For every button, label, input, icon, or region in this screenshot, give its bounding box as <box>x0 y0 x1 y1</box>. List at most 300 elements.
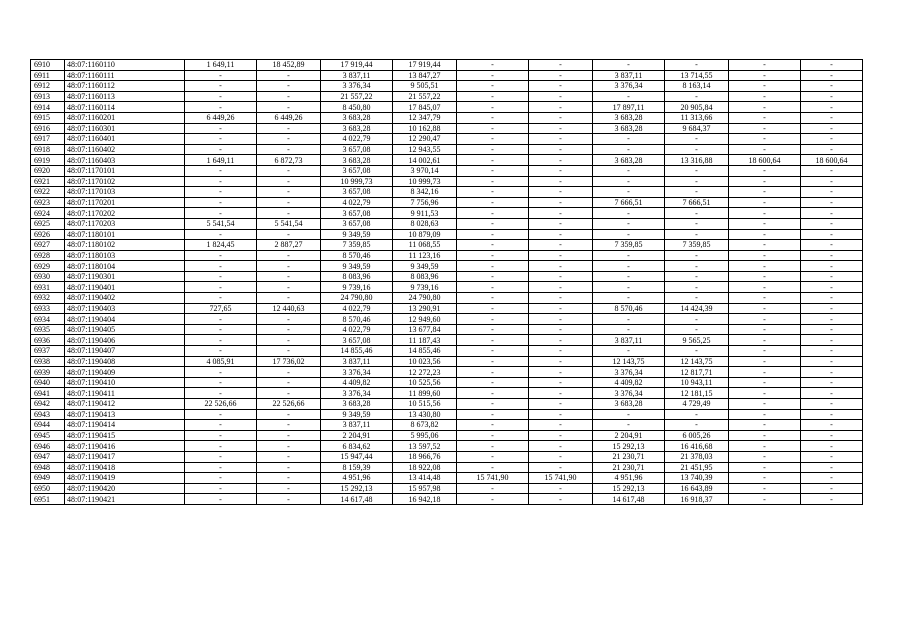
value-cell: - <box>729 356 801 367</box>
value-cell: - <box>257 91 321 102</box>
table-row <box>31 430 863 441</box>
value-cell: - <box>729 134 801 145</box>
value-cell: 3 657,08 <box>321 165 393 176</box>
value-cell: 12 272,23 <box>393 367 457 378</box>
table-row <box>31 356 863 367</box>
value-cell: - <box>729 494 801 505</box>
table-row <box>31 261 863 272</box>
cadastral-number-cell: 48:07:1160401 <box>65 134 185 145</box>
value-cell: - <box>801 144 863 155</box>
value-cell: 4 085,91 <box>185 356 257 367</box>
value-cell: - <box>257 451 321 462</box>
value-cell: - <box>665 134 729 145</box>
value-cell: - <box>457 165 529 176</box>
row-number-cell: 6933 <box>31 303 65 314</box>
value-cell: - <box>457 229 529 240</box>
row-number-cell: 6950 <box>31 483 65 494</box>
value-cell: - <box>801 218 863 229</box>
value-cell: - <box>801 282 863 293</box>
value-cell: 10 999,73 <box>321 176 393 187</box>
value-cell: - <box>801 430 863 441</box>
table-row <box>31 282 863 293</box>
value-cell: - <box>729 91 801 102</box>
cadastral-number-cell: 48:07:1190402 <box>65 293 185 304</box>
value-cell: - <box>185 123 257 134</box>
value-cell: - <box>257 197 321 208</box>
value-cell: - <box>185 282 257 293</box>
value-cell: 21 557,22 <box>321 91 393 102</box>
value-cell: - <box>529 250 593 261</box>
value-cell: - <box>257 483 321 494</box>
cadastral-number-cell: 48:07:1190415 <box>65 430 185 441</box>
table-row <box>31 155 863 166</box>
value-cell: - <box>801 208 863 219</box>
cadastral-number-cell: 48:07:1160110 <box>65 60 185 71</box>
value-cell: - <box>185 144 257 155</box>
value-cell: 3 657,08 <box>321 218 393 229</box>
value-cell: 13 740,39 <box>665 473 729 484</box>
value-cell: - <box>185 430 257 441</box>
table-row <box>31 229 863 240</box>
value-cell: 3 376,34 <box>321 367 393 378</box>
value-cell: 6 834,62 <box>321 441 393 452</box>
value-cell: 10 943,11 <box>665 377 729 388</box>
value-cell: 13 414,48 <box>393 473 457 484</box>
value-cell: - <box>801 367 863 378</box>
cadastral-number-cell: 48:07:1160113 <box>65 91 185 102</box>
value-cell: - <box>801 314 863 325</box>
value-cell: 20 905,84 <box>665 102 729 113</box>
value-cell: - <box>801 81 863 92</box>
table-row <box>31 208 863 219</box>
cadastral-number-cell: 48:07:1160301 <box>65 123 185 134</box>
table-row <box>31 314 863 325</box>
value-cell: - <box>729 293 801 304</box>
value-cell: 14 424,39 <box>665 303 729 314</box>
value-cell: - <box>257 314 321 325</box>
value-cell: - <box>257 176 321 187</box>
row-number-cell: 6942 <box>31 399 65 410</box>
value-cell: - <box>257 473 321 484</box>
value-cell: - <box>729 240 801 251</box>
value-cell: - <box>593 165 665 176</box>
value-cell: 3 683,28 <box>321 399 393 410</box>
table-row <box>31 293 863 304</box>
value-cell: - <box>729 218 801 229</box>
value-cell: - <box>457 314 529 325</box>
value-cell: - <box>185 197 257 208</box>
value-cell: 7 359,85 <box>665 240 729 251</box>
value-cell: - <box>665 271 729 282</box>
value-cell: - <box>185 388 257 399</box>
table-row <box>31 60 863 71</box>
value-cell: - <box>185 261 257 272</box>
value-cell: - <box>801 483 863 494</box>
cadastral-number-cell: 48:07:1180104 <box>65 261 185 272</box>
cadastral-number-cell: 48:07:1170102 <box>65 176 185 187</box>
value-cell: - <box>257 409 321 420</box>
value-cell: 8 083,96 <box>321 271 393 282</box>
row-number-cell: 6930 <box>31 271 65 282</box>
row-number-cell: 6929 <box>31 261 65 272</box>
value-cell: - <box>529 335 593 346</box>
value-cell: 13 677,84 <box>393 324 457 335</box>
value-cell: - <box>729 335 801 346</box>
value-cell: - <box>457 346 529 357</box>
value-cell: 7 359,85 <box>593 240 665 251</box>
value-cell: - <box>593 409 665 420</box>
value-cell: 3 376,34 <box>321 81 393 92</box>
value-cell: 8 570,46 <box>321 314 393 325</box>
value-cell: - <box>665 144 729 155</box>
value-cell: - <box>593 134 665 145</box>
value-cell: 9 349,59 <box>321 409 393 420</box>
value-cell: - <box>529 187 593 198</box>
row-number-cell: 6926 <box>31 229 65 240</box>
row-number-cell: 6913 <box>31 91 65 102</box>
value-cell: 16 918,37 <box>665 494 729 505</box>
value-cell: - <box>729 441 801 452</box>
value-cell: 9 505,51 <box>393 81 457 92</box>
cadastral-number-cell: 48:07:1190401 <box>65 282 185 293</box>
table-row <box>31 81 863 92</box>
value-cell: - <box>665 409 729 420</box>
value-cell: - <box>529 303 593 314</box>
value-cell: 5 541,54 <box>185 218 257 229</box>
value-cell: 3 837,11 <box>593 335 665 346</box>
value-cell: - <box>185 462 257 473</box>
value-cell: - <box>529 208 593 219</box>
value-cell: - <box>257 420 321 431</box>
value-cell: - <box>665 218 729 229</box>
cadastral-number-cell: 48:07:1190407 <box>65 346 185 357</box>
value-cell: 3 683,28 <box>321 155 393 166</box>
value-cell: - <box>457 91 529 102</box>
value-cell: - <box>257 187 321 198</box>
value-cell: 12 943,55 <box>393 144 457 155</box>
value-cell: - <box>529 367 593 378</box>
value-cell: - <box>185 324 257 335</box>
value-cell: - <box>257 70 321 81</box>
value-cell: - <box>185 134 257 145</box>
value-cell: 3 376,34 <box>321 388 393 399</box>
table-row <box>31 112 863 123</box>
row-number-cell: 6941 <box>31 388 65 399</box>
table-row <box>31 388 863 399</box>
value-cell: - <box>185 91 257 102</box>
value-cell: 8 570,46 <box>593 303 665 314</box>
value-cell: 6 449,26 <box>185 112 257 123</box>
value-cell: - <box>729 346 801 357</box>
value-cell: - <box>801 134 863 145</box>
value-cell: - <box>593 176 665 187</box>
value-cell: - <box>729 165 801 176</box>
table-row <box>31 165 863 176</box>
value-cell: 6 872,73 <box>257 155 321 166</box>
value-cell: - <box>593 144 665 155</box>
value-cell: 11 068,55 <box>393 240 457 251</box>
value-cell: - <box>185 367 257 378</box>
value-cell: 3 970,14 <box>393 165 457 176</box>
value-cell: 7 666,51 <box>665 197 729 208</box>
value-cell: - <box>593 293 665 304</box>
value-cell: - <box>665 293 729 304</box>
value-cell: - <box>257 102 321 113</box>
value-cell: - <box>457 250 529 261</box>
value-cell: - <box>729 176 801 187</box>
value-cell: 8 083,96 <box>393 271 457 282</box>
value-cell: - <box>529 451 593 462</box>
value-cell: - <box>729 112 801 123</box>
row-number-cell: 6945 <box>31 430 65 441</box>
value-cell: 4 951,96 <box>321 473 393 484</box>
value-cell: - <box>185 473 257 484</box>
value-cell: - <box>457 240 529 251</box>
value-cell: - <box>801 388 863 399</box>
value-cell: 10 023,56 <box>393 356 457 367</box>
value-cell: - <box>529 324 593 335</box>
value-cell: 3 837,11 <box>321 70 393 81</box>
cadastral-number-cell: 48:07:1190404 <box>65 314 185 325</box>
value-cell: 2 204,91 <box>321 430 393 441</box>
value-cell: - <box>593 218 665 229</box>
row-number-cell: 6919 <box>31 155 65 166</box>
value-cell: - <box>457 155 529 166</box>
value-cell: - <box>593 187 665 198</box>
value-cell: 3 657,08 <box>321 335 393 346</box>
table-row <box>31 123 863 134</box>
value-cell: - <box>457 356 529 367</box>
value-cell: - <box>257 250 321 261</box>
value-cell: 1 649,11 <box>185 155 257 166</box>
table-row <box>31 197 863 208</box>
value-cell: - <box>529 176 593 187</box>
cadastral-number-cell: 48:07:1180103 <box>65 250 185 261</box>
cadastral-number-cell: 48:07:1180102 <box>65 240 185 251</box>
row-number-cell: 6932 <box>31 293 65 304</box>
row-number-cell: 6943 <box>31 409 65 420</box>
value-cell: - <box>185 70 257 81</box>
value-cell: - <box>801 112 863 123</box>
value-cell: - <box>257 293 321 304</box>
value-cell: - <box>257 494 321 505</box>
table-row <box>31 346 863 357</box>
row-number-cell: 6915 <box>31 112 65 123</box>
value-cell: - <box>665 346 729 357</box>
value-cell: 15 292,13 <box>321 483 393 494</box>
value-cell: 10 525,56 <box>393 377 457 388</box>
row-number-cell: 6918 <box>31 144 65 155</box>
value-cell: 4 409,82 <box>321 377 393 388</box>
value-cell: 12 290,47 <box>393 134 457 145</box>
table-row <box>31 335 863 346</box>
value-cell: - <box>529 123 593 134</box>
value-cell: - <box>457 335 529 346</box>
value-cell: 13 714,55 <box>665 70 729 81</box>
value-cell: - <box>257 282 321 293</box>
row-number-cell: 6940 <box>31 377 65 388</box>
value-cell: 9 349,59 <box>321 261 393 272</box>
value-cell: - <box>257 367 321 378</box>
value-cell: 3 657,08 <box>321 144 393 155</box>
row-number-cell: 6925 <box>31 218 65 229</box>
value-cell: 8 673,82 <box>393 420 457 431</box>
cadastral-number-cell: 48:07:1190301 <box>65 271 185 282</box>
value-cell: - <box>185 293 257 304</box>
value-cell: - <box>457 197 529 208</box>
value-cell: 9 739,16 <box>393 282 457 293</box>
value-cell: - <box>801 335 863 346</box>
value-cell: 8 450,80 <box>321 102 393 113</box>
row-number-cell: 6931 <box>31 282 65 293</box>
value-cell: 8 163,14 <box>665 81 729 92</box>
value-cell: 3 376,34 <box>593 81 665 92</box>
value-cell: - <box>185 409 257 420</box>
value-cell: - <box>457 430 529 441</box>
value-cell: - <box>457 388 529 399</box>
value-cell: 15 741,90 <box>529 473 593 484</box>
value-cell: - <box>729 271 801 282</box>
value-cell: 4 729,49 <box>665 399 729 410</box>
value-cell: - <box>457 451 529 462</box>
value-cell: 14 855,46 <box>321 346 393 357</box>
value-cell: - <box>729 462 801 473</box>
value-cell: - <box>665 60 729 71</box>
value-cell: - <box>457 102 529 113</box>
value-cell: - <box>665 165 729 176</box>
value-cell: - <box>529 462 593 473</box>
value-cell: 13 290,91 <box>393 303 457 314</box>
value-cell: - <box>257 462 321 473</box>
value-cell: - <box>457 367 529 378</box>
value-cell: - <box>665 282 729 293</box>
value-cell: - <box>801 60 863 71</box>
value-cell: 11 899,60 <box>393 388 457 399</box>
value-cell: - <box>457 483 529 494</box>
value-cell: - <box>729 70 801 81</box>
value-cell: - <box>529 112 593 123</box>
value-cell: - <box>801 271 863 282</box>
value-cell: - <box>801 293 863 304</box>
cadastral-number-cell: 48:07:1190420 <box>65 483 185 494</box>
value-cell: - <box>457 81 529 92</box>
value-cell: 21 378,03 <box>665 451 729 462</box>
value-cell: - <box>457 218 529 229</box>
cadastral-number-cell: 48:07:1170101 <box>65 165 185 176</box>
row-number-cell: 6920 <box>31 165 65 176</box>
value-cell: - <box>457 324 529 335</box>
cadastral-number-cell: 48:07:1160403 <box>65 155 185 166</box>
cadastral-number-cell: 48:07:1190414 <box>65 420 185 431</box>
value-cell: - <box>257 346 321 357</box>
value-cell: - <box>529 409 593 420</box>
value-cell: 9 349,59 <box>321 229 393 240</box>
value-cell: - <box>593 60 665 71</box>
value-cell: 3 837,11 <box>321 356 393 367</box>
value-cell: - <box>665 261 729 272</box>
value-cell: - <box>529 399 593 410</box>
value-cell: 1 649,11 <box>185 60 257 71</box>
value-cell: - <box>529 494 593 505</box>
value-cell: - <box>529 346 593 357</box>
value-cell: - <box>729 261 801 272</box>
value-cell: - <box>257 165 321 176</box>
value-cell: 3 683,28 <box>321 123 393 134</box>
cadastral-number-cell: 48:07:1170201 <box>65 197 185 208</box>
value-cell: 3 837,11 <box>593 70 665 81</box>
value-cell: - <box>529 165 593 176</box>
cadastral-number-cell: 48:07:1190416 <box>65 441 185 452</box>
value-cell: - <box>729 144 801 155</box>
value-cell: - <box>729 367 801 378</box>
value-cell: - <box>457 282 529 293</box>
value-cell: - <box>457 494 529 505</box>
value-cell: - <box>185 229 257 240</box>
value-cell: - <box>185 176 257 187</box>
cadastral-number-cell: 48:07:1160201 <box>65 112 185 123</box>
value-cell: - <box>801 451 863 462</box>
value-cell: 6 449,26 <box>257 112 321 123</box>
value-cell: 11 123,16 <box>393 250 457 261</box>
table-body <box>31 60 863 505</box>
row-number-cell: 6946 <box>31 441 65 452</box>
value-cell: 10 515,56 <box>393 399 457 410</box>
value-cell: 17 919,44 <box>321 60 393 71</box>
table-row <box>31 451 863 462</box>
table-row <box>31 420 863 431</box>
value-cell: - <box>801 70 863 81</box>
value-cell: - <box>529 293 593 304</box>
value-cell: 13 847,27 <box>393 70 457 81</box>
value-cell: 7 359,85 <box>321 240 393 251</box>
value-cell: - <box>185 441 257 452</box>
table-row <box>31 240 863 251</box>
value-cell: - <box>185 187 257 198</box>
value-cell: 17 845,07 <box>393 102 457 113</box>
table-row <box>31 409 863 420</box>
value-cell: - <box>529 388 593 399</box>
value-cell: - <box>457 441 529 452</box>
cadastral-number-cell: 48:07:1190418 <box>65 462 185 473</box>
value-cell: - <box>185 165 257 176</box>
table-row <box>31 473 863 484</box>
value-cell: 11 313,66 <box>665 112 729 123</box>
value-cell: - <box>729 208 801 219</box>
cadastral-number-cell: 48:07:1190421 <box>65 494 185 505</box>
value-cell: - <box>257 208 321 219</box>
value-cell: - <box>801 261 863 272</box>
row-number-cell: 6944 <box>31 420 65 431</box>
value-cell: - <box>185 102 257 113</box>
value-cell: - <box>729 60 801 71</box>
cadastral-number-cell: 48:07:1180101 <box>65 229 185 240</box>
value-cell: - <box>185 81 257 92</box>
cadastral-number-cell: 48:07:1160402 <box>65 144 185 155</box>
value-cell: - <box>665 187 729 198</box>
value-cell: - <box>729 388 801 399</box>
value-cell: - <box>457 60 529 71</box>
value-cell: - <box>457 187 529 198</box>
value-cell: - <box>729 187 801 198</box>
cadastral-number-cell: 48:07:1190417 <box>65 451 185 462</box>
cadastral-number-cell: 48:07:1190409 <box>65 367 185 378</box>
value-cell: 10 999,73 <box>393 176 457 187</box>
value-cell: - <box>801 409 863 420</box>
value-cell: 9 565,25 <box>665 335 729 346</box>
table-row <box>31 134 863 145</box>
value-cell: - <box>729 81 801 92</box>
value-cell: - <box>529 144 593 155</box>
